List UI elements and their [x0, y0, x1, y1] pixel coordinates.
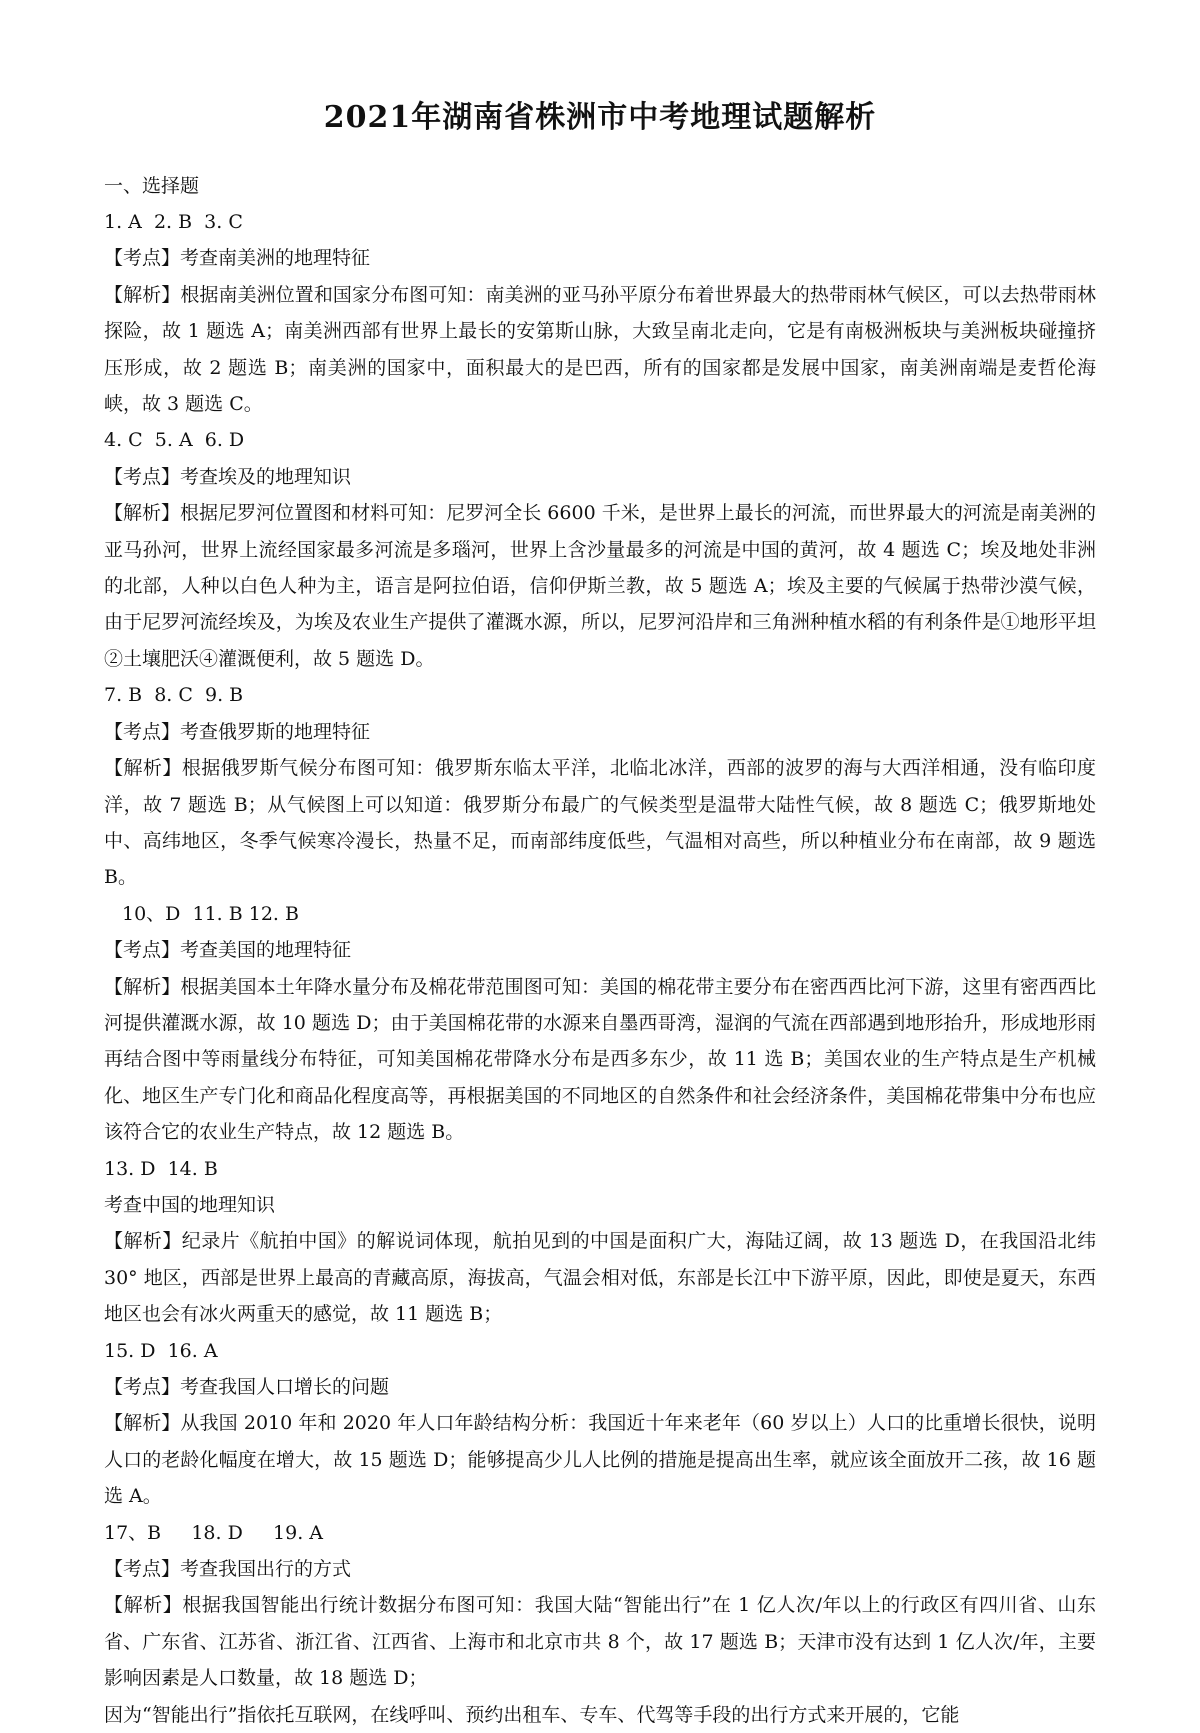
jiexi-text: 根据尼罗河位置图和材料可知：尼罗河全长 6600 千米，是世界上最长的河流，而世界最大的河流是南美洲的亚马孙河，世界上流经国家最多河流是多瑙河，世界上含沙量最多的河流是中国的黄河，故 4 题选 C；埃及地处非洲的北部，人种以白色人种为主，语言是阿拉伯语，信仰伊斯兰教，故 5 题选 A；埃及主要的气候属于热带沙漠气候，由于尼罗河流经埃及，为埃及农业生产提供了灌溉水源，所以，尼罗河沿岸和三角洲种植水稻的有利条件是①地形平坦②土壤肥沃④灌溉便利，故 5 题选 D。 — [104, 502, 1096, 670]
kaodian-text: 考查埃及的地理知识 — [180, 465, 352, 488]
kaodian-label: 【考点】 — [104, 939, 181, 962]
jiexi-text: 根据俄罗斯气候分布图可知：俄罗斯东临太平洋，北临北冰洋，西部的波罗的海与大西洋相通，没有临印度洋，故 7 题选 B；从气候图上可以知道：俄罗斯分布最广的气候类型是温带大陆性气候，故 8 题选 C；俄罗斯地处中、高纬地区，冬季气候寒冷漫长，热量不足，而南部纬度低些，气温相对高些，所以种植业分布在南部，故 9 题选 B。 — [104, 757, 1096, 889]
kaodian-line — [104, 932, 1096, 968]
jiexi-paragraph — [104, 750, 1096, 896]
jiexi-text: 纪录片《航拍中国》的解说词体现，航拍见到的中国是面积广大，海陆辽阔，故 13 题选 D，在我国沿北纬 30° 地区，西部是世界上最高的青藏高原，海拔高，气温会相对低，东部是长江中下游平原，因此，即使是夏天，东西地区也会有冰火两重天的感觉，故 11 题选 B； — [104, 1230, 1096, 1326]
answer-line: 7. B 8. C 9. B — [104, 684, 244, 707]
kaodian-label: 【考点】 — [104, 1376, 181, 1398]
page-title: 2021年湖南省株洲市中考地理试题解析 — [323, 100, 877, 135]
jiexi-label: 【解析】 — [104, 502, 181, 525]
kaodian-line — [104, 1369, 1096, 1405]
jiexi-paragraph — [104, 1587, 1096, 1696]
jiexi-paragraph — [104, 1405, 1096, 1514]
kaodian-text: 考查我国人口增长的问题 — [180, 1376, 390, 1398]
jiexi-label: 【解析】 — [104, 283, 181, 306]
kaodian-line — [104, 714, 1096, 750]
answer-line: 4. C 5. A 6. D — [104, 429, 245, 452]
answer-line: 17、B 18. D 19. A — [104, 1521, 324, 1544]
jiexi-label: 【解析】 — [104, 1230, 182, 1253]
kaodian-line — [104, 459, 1096, 495]
jiexi-label: 【解析】 — [104, 1412, 181, 1435]
jiexi-label: 【解析】 — [104, 975, 181, 998]
jiexi-text: 根据南美洲位置和国家分布图可知：南美洲的亚马孙平原分布着世界最大的热带雨林气候区，可以去热带雨林探险，故 1 题选 A；南美洲西部有世界上最长的安第斯山脉，大致呈南北走向，它是有南极洲板块与美洲板块碰撞挤压形成，故 2 题选 B；南美洲的国家中，面积最大的是巴西，所有的国家都是发展中国家，南美洲南端是麦哲伦海峡，故 3 题选 C。 — [104, 283, 1096, 416]
kaodian-label: 【考点】 — [104, 465, 181, 488]
kaodian-text: 考查南美洲的地理特征 — [180, 247, 371, 270]
question-group-4 — [104, 896, 1096, 1151]
kaodian-line — [104, 1187, 1096, 1223]
jiexi-text: 根据我国智能出行统计数据分布图可知：我国大陆“智能出行”在 1 亿人次/年以上的行政区有四川省、山东省、广东省、江苏省、浙江省、江西省、上海市和北京市共 8 个，故 17 题选 B；天津市没有达到 1 亿人次/年，主要影响因素是人口数量，故 18 题选 D； — [104, 1594, 1096, 1690]
jiexi-text: 从我国 2010 年和 2020 年人口年龄结构分析：我国近十年来老年（60 岁以上）人口的比重增长很快，说明人口的老龄化幅度在增大，故 15 题选 D；能够提高少儿人比例的措施是提高出生率，就应该全面放开二孩，故 16 题选 A。 — [104, 1412, 1096, 1508]
answer-line: 15. D 16. A — [104, 1339, 218, 1362]
question-group-7 — [104, 1515, 1096, 1733]
question-group-2 — [104, 422, 1096, 677]
kaodian-label: 【考点】 — [104, 247, 181, 270]
question-group-5 — [104, 1151, 1096, 1333]
jiexi-paragraph — [104, 495, 1096, 677]
answer-line: 13. D 14. B — [104, 1157, 218, 1180]
answer-line: 10、D 11. B 12. B — [122, 902, 299, 925]
question-group-3 — [104, 677, 1096, 895]
kaodian-label: 【考点】 — [104, 1558, 181, 1581]
jiexi-label: 【解析】 — [104, 1594, 183, 1617]
jiexi-paragraph — [104, 1223, 1096, 1332]
jiexi-label: 【解析】 — [104, 757, 182, 780]
kaodian-text: 考查中国的地理知识 — [104, 1193, 276, 1216]
question-group-1 — [104, 204, 1096, 422]
answer-line: 1. A 2. B 3. C — [104, 211, 243, 233]
jiexi-paragraph — [104, 969, 1096, 1151]
kaodian-text: 考查美国的地理特征 — [180, 939, 352, 962]
jiexi-text: 根据美国本土年降水量分布及棉花带范围图可知：美国的棉花带主要分布在密西西比河下游，这里有密西西比河提供灌溉水源，故 10 题选 D；由于美国棉花带的水源来自墨西哥湾，湿润的气流在西部遇到地形抬升，形成地形雨再结合图中等雨量线分布特征，可知美国棉花带降水分布是西多东少，故 11 选 B；美国农业的生产特点是生产机械化、地区生产专门化和商品化程度高等，再根据美国的不同地区的自然条件和社会经济条件，美国棉花带集中分布也应该符合它的农业生产特点，故 12 题选 B。 — [104, 975, 1096, 1144]
continuation-paragraph: 因为“智能出行”指依托互联网，在线呼叫、预约出租车、专车、代驾等手段的出行方式来开展的，它能 — [104, 1703, 960, 1726]
kaodian-line — [104, 1551, 1096, 1587]
question-group-6 — [104, 1333, 1096, 1515]
section-heading: 一、选择题 — [104, 175, 200, 197]
kaodian-line — [104, 240, 1096, 276]
kaodian-text: 考查俄罗斯的地理特征 — [180, 720, 371, 743]
kaodian-label: 【考点】 — [104, 720, 181, 743]
kaodian-text: 考查我国出行的方式 — [180, 1558, 352, 1581]
jiexi-paragraph — [104, 277, 1096, 423]
